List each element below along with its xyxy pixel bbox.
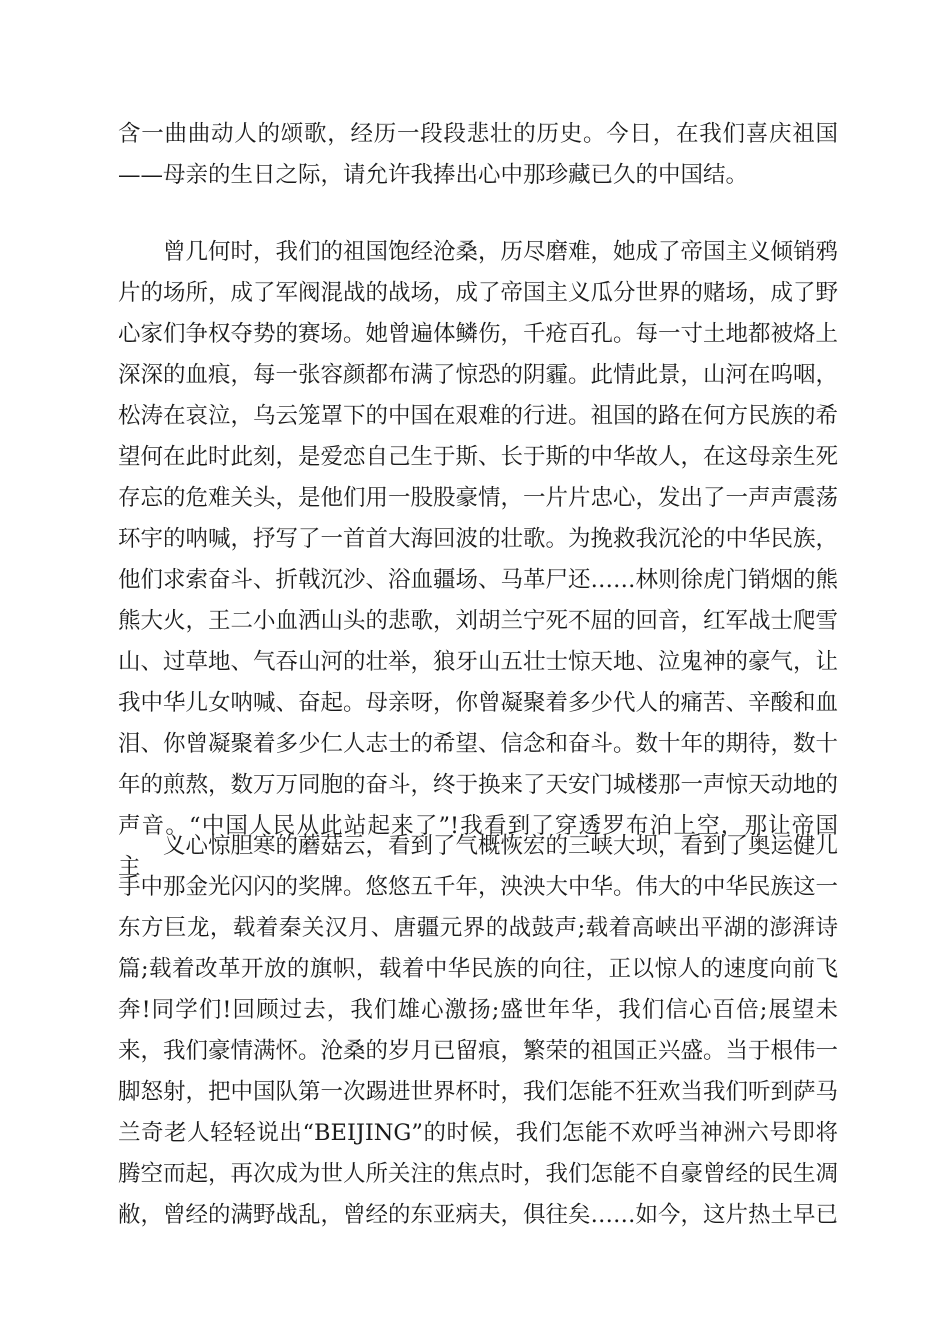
text-line: 手中那金光闪闪的奖牌。悠悠五千年，泱泱大中华。伟大的中华民族这一 [118, 874, 839, 900]
text-line: 脚怒射，把中国队第一次踢进世界杯时，我们怎能不狂欢当我们听到萨马 [118, 1079, 839, 1105]
text-line: 篇;载着改革开放的旗帜，载着中华民族的向往，正以惊人的速度向前飞 [118, 956, 838, 982]
text-line: 他们求索奋斗、折戟沉沙、浴血疆场、马革尸还……林则徐虎门销烟的熊 [118, 567, 839, 593]
text-line: 曾几何时，我们的祖国饱经沧桑，历尽磨难，她成了帝国主义倾销鸦 [163, 239, 839, 265]
text-line: 声音。“中国人民从此站起来了”!我看到了穿透罗布泊上空，那让帝国 [118, 813, 838, 839]
text-line: 来，我们豪情满怀。沧桑的岁月已留痕，繁荣的祖国正兴盛。当于根伟一 [118, 1038, 839, 1064]
text-line: 我中华儿女呐喊、奋起。母亲呀，你曾凝聚着多少代人的痛苦、辛酸和血 [118, 690, 839, 716]
text-line: 松涛在哀泣，乌云笼罩下的中国在艰难的行进。祖国的路在何方民族的希 [118, 403, 839, 429]
paragraph-3 [118, 826, 838, 1236]
text-line: 奔!同学们!回顾过去，我们雄心激扬;盛世年华，我们信心百倍;展望未 [118, 997, 838, 1023]
text-line: 心家们争权夺势的赛场。她曾遍体鳞伤，千疮百孔。每一寸土地都被烙上 [118, 321, 839, 347]
text-line: 深深的血痕，每一张容颜都布满了惊恐的阴霾。此情此景，山河在呜咽， [118, 362, 839, 388]
text-line: 望何在此时此刻，是爱恋自己生于斯、长于斯的中华故人，在这母亲生死 [118, 444, 839, 470]
text-line: 熊大火，王二小血洒山头的悲歌，刘胡兰宁死不屈的回音，红军战士爬雪 [118, 608, 839, 634]
text-line: 东方巨龙，载着秦关汉月、唐疆元界的战鼓声;载着高峡出平湖的澎湃诗 [118, 915, 838, 941]
paragraph-2 [118, 232, 838, 888]
text-line: 敝，曾经的满野战乱，曾经的东亚病夫，俱往矣……如今，这片热土早已 [118, 1202, 839, 1228]
text-line: 主 [118, 854, 141, 880]
text-line: 片的场所，成了军阀混战的战场，成了帝国主义瓜分世界的赌场，成了野 [118, 280, 839, 306]
text-line: 山、过草地、气吞山河的壮举，狼牙山五壮士惊天地、泣鬼神的豪气，让 [118, 649, 839, 675]
text-line: 义心惊胆寒的蘑菇云，看到了气概恢宏的三峡大坝，看到了奥运健儿 [163, 833, 839, 859]
text-line: 兰奇老人轻轻说出“BEIJING”的时候，我们怎能不欢呼当神洲六号即将 [118, 1120, 838, 1146]
text-line: 泪、你曾凝聚着多少仁人志士的希望、信念和奋斗。数十年的期待，数十 [118, 731, 839, 757]
text-line: 腾空而起，再次成为世人所关注的焦点时，我们怎能不自豪曾经的民生凋 [118, 1161, 839, 1187]
text-line: 含一曲曲动人的颂歌，经历一段段悲壮的历史。今日，在我们喜庆祖国 [118, 121, 838, 147]
text-line: 存忘的危难关头，是他们用一股股豪情，一片片忠心，发出了一声声震荡 [118, 485, 839, 511]
text-line: ——母亲的生日之际，请允许我捧出心中那珍藏已久的中国结。 [118, 162, 749, 188]
paragraph-1 [118, 114, 838, 196]
text-line: 年的煎熬，数万万同胞的奋斗，终于换来了天安门城楼那一声惊天动地的 [118, 772, 839, 798]
text-line: 环宇的呐喊，抒写了一首首大海回波的壮歌。为挽救我沉沦的中华民族， [118, 526, 839, 552]
